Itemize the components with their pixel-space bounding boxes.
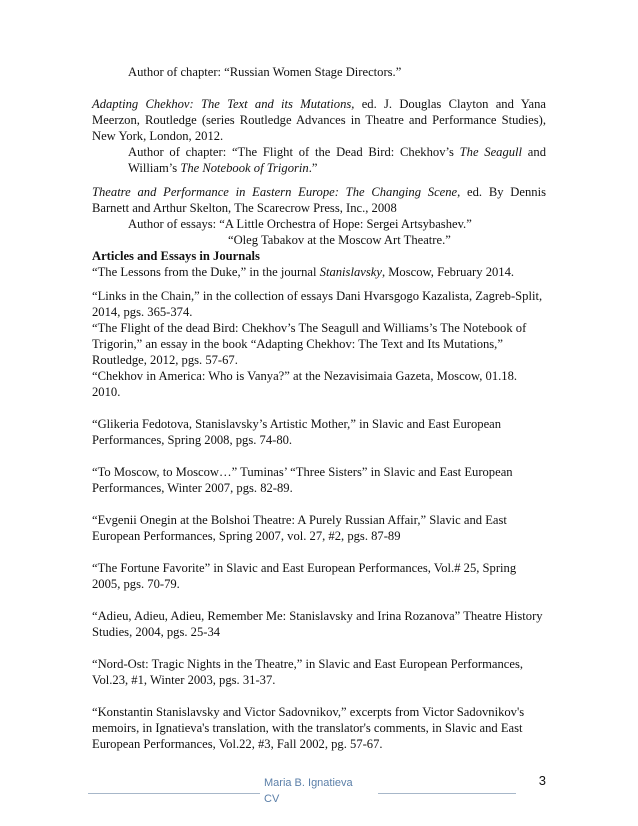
page-number: 3 — [538, 773, 546, 788]
footer-author: Maria B. Ignatieva CV — [264, 775, 384, 807]
footer-cv: CV — [264, 793, 280, 805]
theatre-performance-title: Theatre and Performance in Eastern Europe: The Changing Scene — [92, 185, 458, 199]
theatre-performance-entry — [92, 184, 546, 216]
footer-rule-right — [378, 793, 516, 794]
article-konstantin-stanislavsky: “Konstantin Stanislavsky and Victor Sadovnikov,” excerpts from Victor Sadovnikov's memoirs, in Ignatieva's translation, with the translator's comments, in Slavic and East European Performances, Vol.22, #3, Fall 2002, pg. 57-67. — [92, 705, 525, 751]
essays-line-2: “Oleg Tabakov at the Moscow Art Theatre.” — [228, 233, 451, 247]
article-evgenii-onegin: “Evgenii Onegin at the Bolshoi Theatre: A Purely Russian Affair,” Slavic and East European Performances, Spring 2007, vol. 27, #2, pgs. 87-89 — [92, 513, 507, 543]
article-flight-dead-bird: “The Flight of the dead Bird: Chekhov’s The Seagull and Williams’s The Notebook of Trigorin,” an essay in the book “Adapting Chekhov: The Text and Its Mutations,” Routledge, 2012, pgs. 57-67. — [92, 321, 527, 367]
article-fortune-favorite: “The Fortune Favorite” in Slavic and East European Performances, Vol.# 25, Spring 2005, pgs. 70-79. — [92, 561, 517, 591]
article-to-moscow: “To Moscow, to Moscow…” Tuminas’ “Three Sisters” in Slavic and East European Performances, Winter 2007, pgs. 82-89. — [92, 465, 513, 495]
article-links-chain: “Links in the Chain,” in the collection of essays Dani Hvarsgogo Kazalista, Zagreb-Split, 2014, pgs. 365-374. — [92, 289, 543, 319]
article-nord-ost: “Nord-Ost: Tragic Nights in the Theatre,” in Slavic and East European Performances, Vol.23, #1, Winter 2003, pgs. 31-37. — [92, 657, 523, 687]
adapting-chekhov-entry — [92, 96, 546, 144]
essays-line-1: Author of essays: “A Little Orchestra of Hope: Sergei Artsybashev.” — [128, 217, 472, 231]
article-glikeria-fedotova: “Glikeria Fedotova, Stanislavsky’s Artistic Mother,” in Slavic and East European Performances, Spring 2008, pgs. 74-80. — [92, 417, 502, 447]
article-adieu: “Adieu, Adieu, Adieu, Remember Me: Stanislavsky and Irina Rozanova” Theatre History Studies, 2004, pgs. 25-34 — [92, 609, 543, 639]
adapting-chekhov-details: ed. J. Douglas Clayton and Yana Meerzon, Routledge (series Routledge Advances in Theatre and Performance Studies), New York, London, 2012. — [92, 97, 547, 143]
adapting-chekhov-title: Adapting Chekhov: The Text and its Mutations, — [92, 97, 355, 111]
article-chekhov-america: “Chekhov in America: Who is Vanya?” at the Nezavisimaia Gazeta, Moscow, 01.18. 2010. — [92, 369, 518, 399]
russian-women-chapter: Author of chapter: “Russian Women Stage Directors.” — [128, 65, 402, 79]
section-heading-articles: Articles and Essays in Journals — [92, 249, 260, 263]
flight-chapter: Author of chapter: “The Flight of the Dead Bird: Chekhov’s The Seagull and William’s The Notebook of Trigorin.” — [128, 145, 546, 175]
article-lessons-duke: “The Lessons from the Duke,” in the journal Stanislavsky, Moscow, February 2014. — [92, 265, 515, 279]
theatre-performance-details: , ed. By Dennis Barnett and Arthur Skelton, The Scarecrow Press, Inc., 2008 — [92, 185, 546, 215]
footer-rule-left — [88, 793, 260, 794]
